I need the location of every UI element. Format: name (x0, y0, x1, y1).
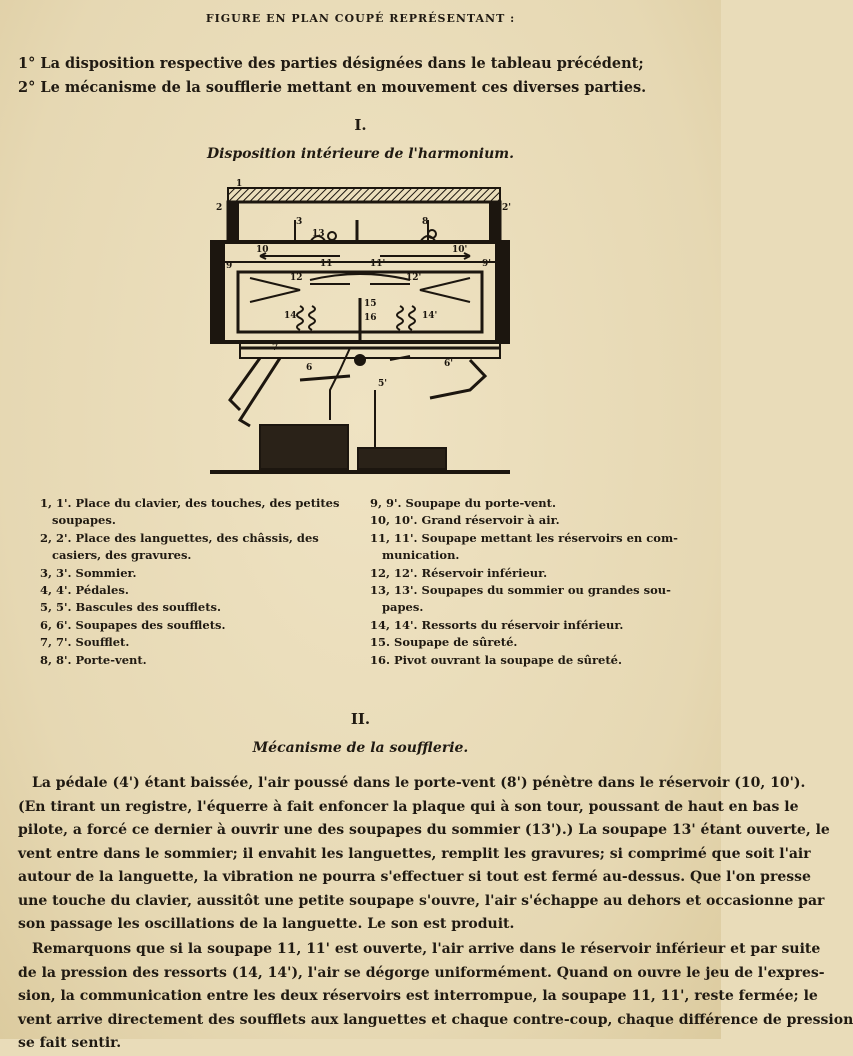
fig-label-3: 3 (296, 217, 303, 227)
legend-item: 9, 9'. Soupape du porte-vent. (370, 496, 556, 510)
pedal-right (358, 448, 446, 469)
text-line: La pédale (4') étant baissée, l'air poussé dans le porte-vent (8') pénètre dans le réservoir (10, 10'). (32, 775, 806, 791)
fig-label-2: 2 (216, 203, 223, 213)
fig-label-14: 14 (284, 311, 297, 321)
intro-item-1: 1° La disposition respective des parties désignées dans le tableau précédent; (18, 55, 644, 72)
legend-item: 13, 13'. Soupapes du sommier ou grandes sou- papes. (370, 583, 671, 615)
fig-label-16: 16 (364, 313, 377, 323)
fig-label-12p: 12' (406, 273, 422, 283)
fig-label-10: 10 (256, 245, 269, 255)
legend-item: 4, 4'. Pédales. (40, 583, 129, 598)
legend-item: 12, 12'. Réservoir inférieur. (370, 565, 548, 580)
intro-list (18, 52, 708, 100)
text-line: pilote, a forcé ce dernier à ouvrir une des soupapes du sommier (13').) La soupape 13' étant ouverte, le (18, 822, 830, 838)
text-line: se fait sentir. (18, 1035, 122, 1051)
fig-label-1: 1 (236, 179, 243, 189)
section-1-title: Disposition intérieure de l'harmonium. (207, 146, 514, 162)
fig-label-11p: 11' (370, 259, 386, 269)
fig-label-6: 6 (306, 363, 313, 373)
legend-item: 10, 10'. Grand réservoir à air. (370, 513, 560, 528)
section-1-number: I. (354, 116, 367, 134)
legend-item: 11, 11'. Soupape mettant les réservoirs en com- munication. (370, 530, 678, 563)
fig-label-11: 11 (320, 259, 333, 269)
text-line: sion, la communication entre les deux réservoirs est interrompue, la soupape 11, 11', reste fermée; le (18, 988, 818, 1004)
fig-label-14p: 14' (422, 311, 438, 321)
text-line: autour de la languette, la vibration ne pourra s'effectuer si tout est fermé au-dessus. Que l'on presse (18, 869, 811, 885)
fig-label-10p: 10' (452, 245, 468, 255)
text-line: une touche du clavier, aussitôt une petite soupape s'ouvre, l'air s'échappe au dehors et occasionne par (18, 892, 825, 909)
fig-label-5p: 5' (378, 379, 388, 389)
legend-left (40, 495, 360, 669)
legend-item: 15. Soupape de sûreté. (370, 635, 518, 650)
legend-item: 1, 1'. Place du clavier, des touches, des petites soupapes. (40, 496, 340, 528)
page-header: FIGURE EN PLAN COUPÉ REPRÉSENTANT : (205, 12, 516, 25)
text-line: Remarquons que si la soupape 11, 11' est ouverte, l'air arrive dans le réservoir inférieur et par suite (32, 941, 821, 957)
text-line: (En tirant un registre, l'équerre à fait enfoncer la plaque qui à son tour, poussant de haut en bas le (18, 798, 799, 815)
fig-label-9p: 9' (482, 259, 492, 269)
legend-item: 14, 14'. Ressorts du réservoir inférieur. (370, 617, 624, 632)
text-line: vent entre dans le sommier; il envahit les languettes, remplit les gravures; si comprimé que soit l'air (18, 845, 811, 862)
fig-label-8: 8 (422, 217, 429, 227)
legend-item: 7, 7'. Soufflet. (40, 635, 130, 650)
text-line: de la pression des ressorts (14, 14'), l'air se dégorge uniformément. Quand on ouvre le jeu de l'expres- (18, 964, 825, 981)
legend-item: 6, 6'. Soupapes des soufflets. (40, 617, 226, 632)
legend-item: 8, 8'. Porte-vent. (40, 652, 147, 667)
paragraph-2 (18, 938, 853, 1056)
section-2-title: Mécanisme de la soufflerie. (252, 740, 469, 756)
fig-label-7: 7 (272, 343, 279, 353)
legend-item: 5, 5'. Bascules des soufflets. (40, 600, 222, 615)
spring-14p (397, 306, 403, 330)
legend-item: 2, 2'. Place des languettes, des châssis, des casiers, des gravures. (40, 530, 319, 563)
text-line: son passage les oscillations de la languette. Le son est produit. (18, 916, 515, 932)
fig-label-12: 12 (290, 273, 303, 283)
spring-14 (297, 306, 303, 330)
keyboard-bar (228, 188, 500, 202)
fig-label-15: 15 (364, 299, 377, 309)
fig-label-2p: 2' (502, 203, 512, 213)
upper-chest (228, 202, 500, 242)
legend-item: 16. Pivot ouvrant la soupape de sûreté. (370, 652, 622, 667)
harmonium-diagram (200, 180, 520, 480)
text-line: vent arrive directement des soufflets aux languettes et chaque contre-coup, chaque différence de pression (18, 1011, 853, 1028)
intro-item-2: 2° Le mécanisme de la soufflerie mettant en mouvement ces diverses parties. (18, 79, 647, 96)
fig-label-13: 13 (312, 229, 325, 239)
fig-label-6p: 6' (444, 359, 454, 369)
pedal-left (260, 425, 348, 469)
legend-item: 3, 3'. Sommier. (40, 565, 137, 580)
paragraph-1 (18, 772, 830, 937)
legend-right (370, 495, 690, 669)
fig-label-9: 9 (226, 261, 233, 271)
section-2-number: II. (350, 710, 371, 728)
